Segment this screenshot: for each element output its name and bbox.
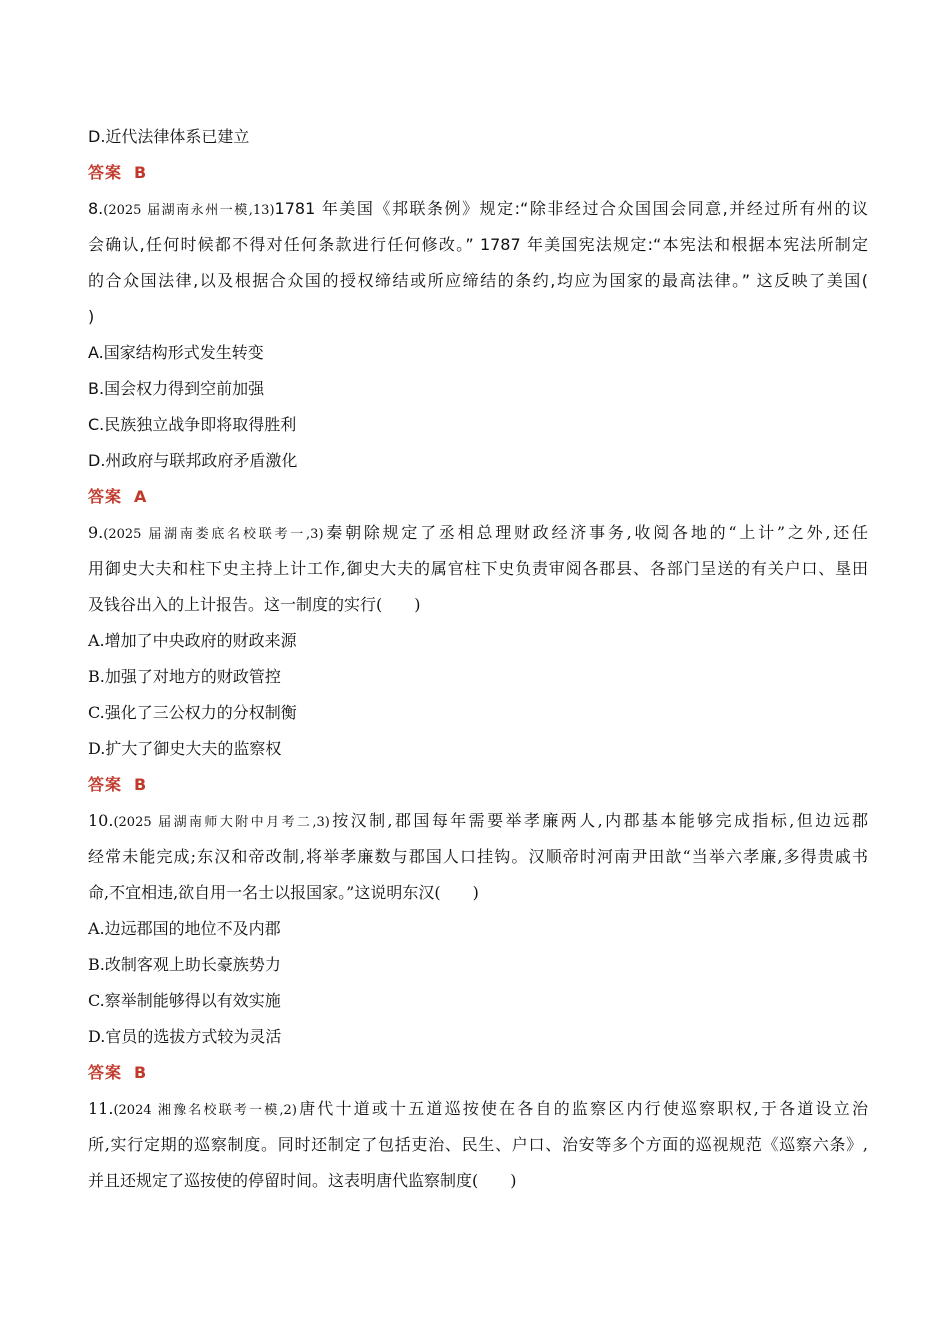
- q10-source: (2025 届湖南师大附中月考二,3): [113, 815, 330, 830]
- q8-line-4: ): [88, 307, 95, 326]
- q8-option-a: A.国家结构形式发生转变: [88, 343, 264, 362]
- answer-value: B: [134, 775, 148, 794]
- q11-text-1: 唐代十道或十五道巡按使在各自的监察区内行使巡察职权,于各道设立治: [296, 1099, 868, 1118]
- answer-value: A: [134, 487, 148, 506]
- answer-value: B: [134, 1063, 148, 1082]
- answer-label: 答案: [88, 487, 123, 506]
- q10-option-c: C.察举制能够得以有效实施: [88, 991, 281, 1010]
- q8-number: 8.: [88, 199, 104, 218]
- q10-option-a: A.边远郡国的地位不及内郡: [88, 919, 281, 938]
- q9-option-a: A.增加了中央政府的财政来源: [88, 631, 297, 650]
- prev-option-d: D.近代法律体系已建立: [88, 127, 250, 146]
- q8-option-c: C.民族独立战争即将取得胜利: [88, 415, 297, 434]
- q10-line-1: [88, 810, 868, 834]
- answer-value: B: [134, 163, 148, 182]
- answer-10: [88, 1062, 147, 1084]
- answer-label: 答案: [88, 163, 123, 182]
- q8-source: (2025 届湖南永州一模,13): [103, 203, 275, 218]
- q9-line-1: [88, 522, 868, 546]
- q9-option-c: C.强化了三公权力的分权制衡: [88, 703, 297, 722]
- q8-option-d: D.州政府与联邦政府矛盾激化: [88, 451, 298, 470]
- answer-8: [88, 486, 147, 508]
- q10-option-b: B.改制客观上助长豪族势力: [88, 955, 281, 974]
- q11-source: (2024 湘豫名校联考一模,2): [113, 1103, 297, 1118]
- q9-line-3: 及钱谷出入的上计报告。这一制度的实行( ): [88, 595, 421, 614]
- q8-option-b: B.国会权力得到空前加强: [88, 379, 265, 398]
- q8-line-1: [88, 198, 868, 222]
- q10-line-3: 命,不宜相违,欲自用一名士以报国家。”这说明东汉( ): [88, 883, 479, 902]
- answer-label: 答案: [88, 775, 123, 794]
- q10-option-d: D.官员的选拔方式较为灵活: [88, 1027, 282, 1046]
- q8-line-2: 会确认,任何时候都不得对任何条款进行任何修改。” 1787 年美国宪法规定:“本宪法和根据本宪法所制定: [88, 235, 868, 254]
- q9-source: (2025 届湖南娄底名校联考一,3): [103, 527, 324, 542]
- q8-text-1: 1781 年美国《邦联条例》规定:“除非经过合众国国会同意,并经过所有州的议: [274, 199, 868, 218]
- q9-option-d: D.扩大了御史大夫的监察权: [88, 739, 282, 758]
- q11-line-3: 并且还规定了巡按使的停留时间。这表明唐代监察制度( ): [88, 1171, 517, 1190]
- q9-text-1: 秦朝除规定了丞相总理财政经济事务,收阅各地的“上计”之外,还任: [323, 523, 868, 542]
- q9-option-b: B.加强了对地方的财政管控: [88, 667, 281, 686]
- q11-line-1: [88, 1098, 868, 1122]
- q8-line-3: 的合众国法律,以及根据合众国的授权缔结或所应缔结的条约,均应为国家的最高法律。” 这反映了美国(: [88, 271, 868, 290]
- q11-line-2: 所,实行定期的巡察制度。同时还制定了包括吏治、民生、户口、治安等多个方面的巡视规范《巡察六条》,: [88, 1135, 868, 1154]
- q10-number: 10.: [88, 811, 114, 830]
- q11-number: 11.: [88, 1099, 114, 1118]
- q9-line-2: 用御史大夫和柱下史主持上计工作,御史大夫的属官柱下史负责审阅各郡县、各部门呈送的有关户口、垦田: [88, 559, 868, 578]
- q9-number: 9.: [88, 523, 104, 542]
- answer-label: 答案: [88, 1063, 123, 1082]
- answer-9: [88, 774, 147, 796]
- q10-line-2: 经常未能完成;东汉和帝改制,将举孝廉数与郡国人口挂钩。汉顺帝时河南尹田歆“当举六孝廉,多得贵戚书: [88, 847, 868, 866]
- q10-text-1: 按汉制,郡国每年需要举孝廉两人,内郡基本能够完成指标,但边远郡: [329, 811, 868, 830]
- answer-7: [88, 162, 147, 184]
